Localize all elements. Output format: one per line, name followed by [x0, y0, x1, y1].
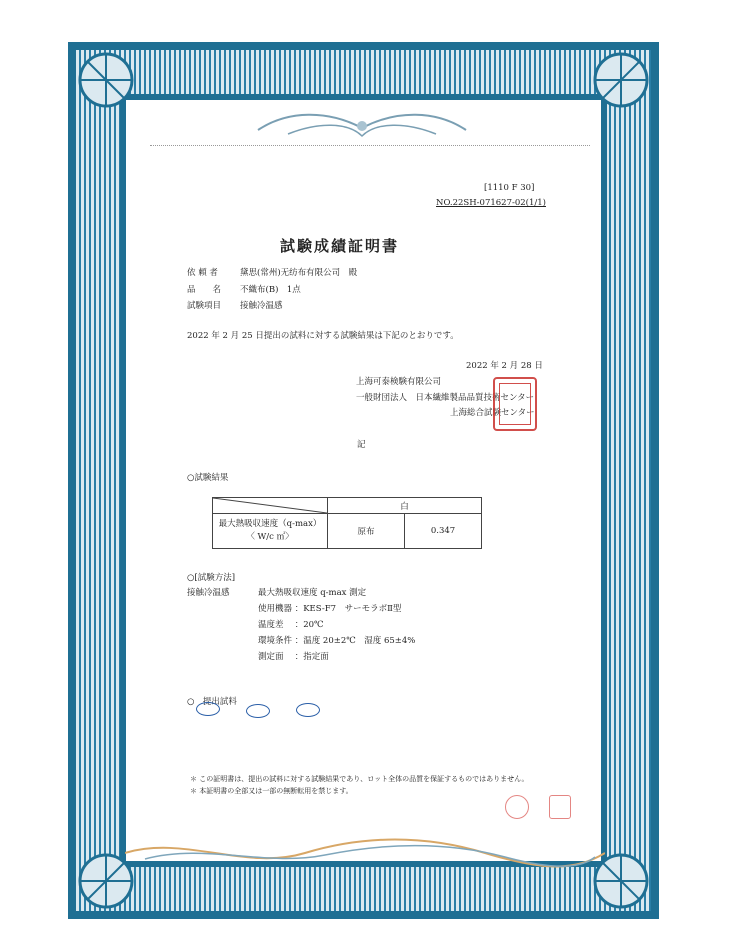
bottom-floral-ornament: [125, 835, 605, 871]
results-heading: ○試験結果: [187, 473, 229, 483]
issue-date: 2022 年 2 月 28 日: [466, 361, 543, 371]
small-stamp: [505, 795, 529, 819]
color-header-cell: 白: [328, 498, 482, 514]
report-number: NO.22SH-071627-02(1/1): [436, 198, 546, 208]
issuer-line3: 上海総合試験センター: [450, 408, 535, 418]
method-heading: ○[試験方法]: [187, 573, 236, 583]
top-scroll-ornament: [248, 108, 476, 144]
method-line: 環境条件 ：温度 20±2℃ 湿度 65±4%: [258, 636, 416, 646]
ki-mark: 記: [357, 440, 366, 450]
method-line: 最大熱吸収速度 q-max 測定: [258, 588, 367, 598]
sample-swatch-mark: [246, 704, 270, 718]
product-label: 品 名: [187, 285, 222, 295]
property-label: 最大熱吸収速度（q-max）: [218, 519, 322, 530]
small-stamp: [549, 795, 571, 819]
method-line: 測定面 ：指定面: [258, 652, 329, 662]
certificate-border: [68, 42, 659, 919]
method-line: 使用機器 ：KES-F7 サーモラボⅡ型: [258, 604, 402, 614]
issuer-line1: 上海可泰検験有限公司: [356, 377, 442, 387]
corner-shell-ornament: [66, 40, 146, 120]
method-line: 温度差 ：20℃: [258, 620, 324, 630]
method-label: 接触冷温感: [187, 588, 230, 598]
certificate-title: 試験成績証明書: [280, 237, 400, 255]
sample-swatch-mark: [296, 703, 320, 717]
result-statement: 2022 年 2 月 25 日提出の試料に対する試験結果は下記のとおりです。: [187, 331, 459, 341]
client-value: 黛思(常州)无纺布有限公司 殿: [240, 268, 358, 278]
property-unit: 〈 W/c ㎡〉: [246, 532, 294, 542]
note-line: ＊ 本証明書の全部又は一部の無断転用を禁じます。: [190, 787, 353, 795]
sample-swatch-mark: [196, 702, 220, 716]
report-code: [1110 F 30]: [484, 183, 535, 193]
results-table: [212, 497, 482, 549]
property-cell: [213, 514, 328, 549]
note-line: ＊ この証明書は、提出の試料に対する試験結果であり、ロット全体の品質を保証するものではありません。: [190, 775, 529, 783]
value-cell: 0.347: [405, 514, 482, 549]
test-item-value: 接触冷温感: [240, 301, 283, 311]
product-value: 不織布(B) 1点: [240, 285, 301, 295]
sample-cell: 原布: [328, 514, 405, 549]
corner-shell-ornament: [581, 40, 661, 120]
samples-heading: ○ 提出試料: [187, 697, 237, 707]
test-item-label: 試験項目: [187, 301, 222, 311]
issuer-line2: 一般財団法人 日本繊維製品品質技術センター: [356, 393, 535, 403]
header-divider: [150, 145, 590, 146]
table-corner-cell: [213, 498, 328, 514]
official-seal: [493, 377, 537, 431]
client-label: 依 頼 者: [187, 268, 218, 278]
